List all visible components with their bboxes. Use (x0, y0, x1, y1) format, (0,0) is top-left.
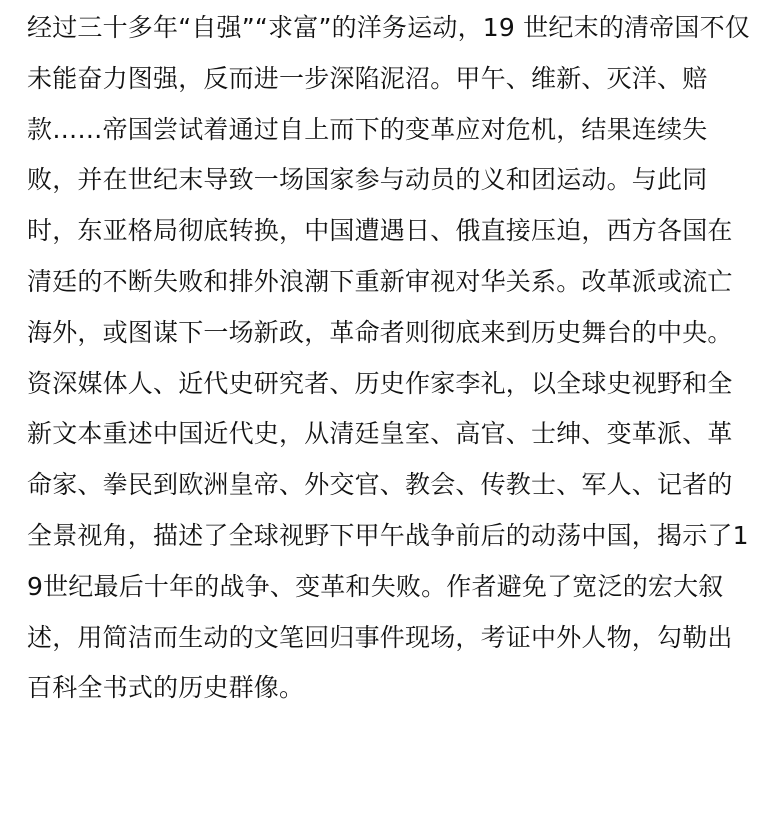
paragraph-author: 资深媒体人、近代史研究者、历史作家李礼，以全球史视野和全新文本重述中国近代史，从清廷皇室、高官、士绅、变革派、革命家、拳民到欧洲皇帝、外交官、教会、传教士、军人、记者的全景视角，描述了全球视野下甲午战争前后的动荡中国，揭示了19世纪最后十年的战争、变革和失败。作者避免了宽泛的宏大叙述，用简洁而生动的文笔回归事件现场，考证中外人物，勾勒出百科全书式的历史群像。 (27, 368, 749, 703)
document-body (27, 3, 754, 714)
paragraph-intro: 经过三十多年“自强”“求富”的洋务运动，19 世纪末的清帝国不仅未能奋力图强，反而进一步深陷泥沼。甲午、维新、灭洋、赔款……帝国尝试着通过自上而下的变革应对危机，结果连续失败，并在世纪末导致一场国家参与动员的义和团运动。与此同时，东亚格局彻底转换，中国遭遇日、俄直接压迫，西方各国在清廷的不断失败和排外浪潮下重新审视对华关系。改革派或流亡海外，或图谋下一场新政，革命者则彻底来到历史舞台的中央。 (27, 13, 750, 347)
